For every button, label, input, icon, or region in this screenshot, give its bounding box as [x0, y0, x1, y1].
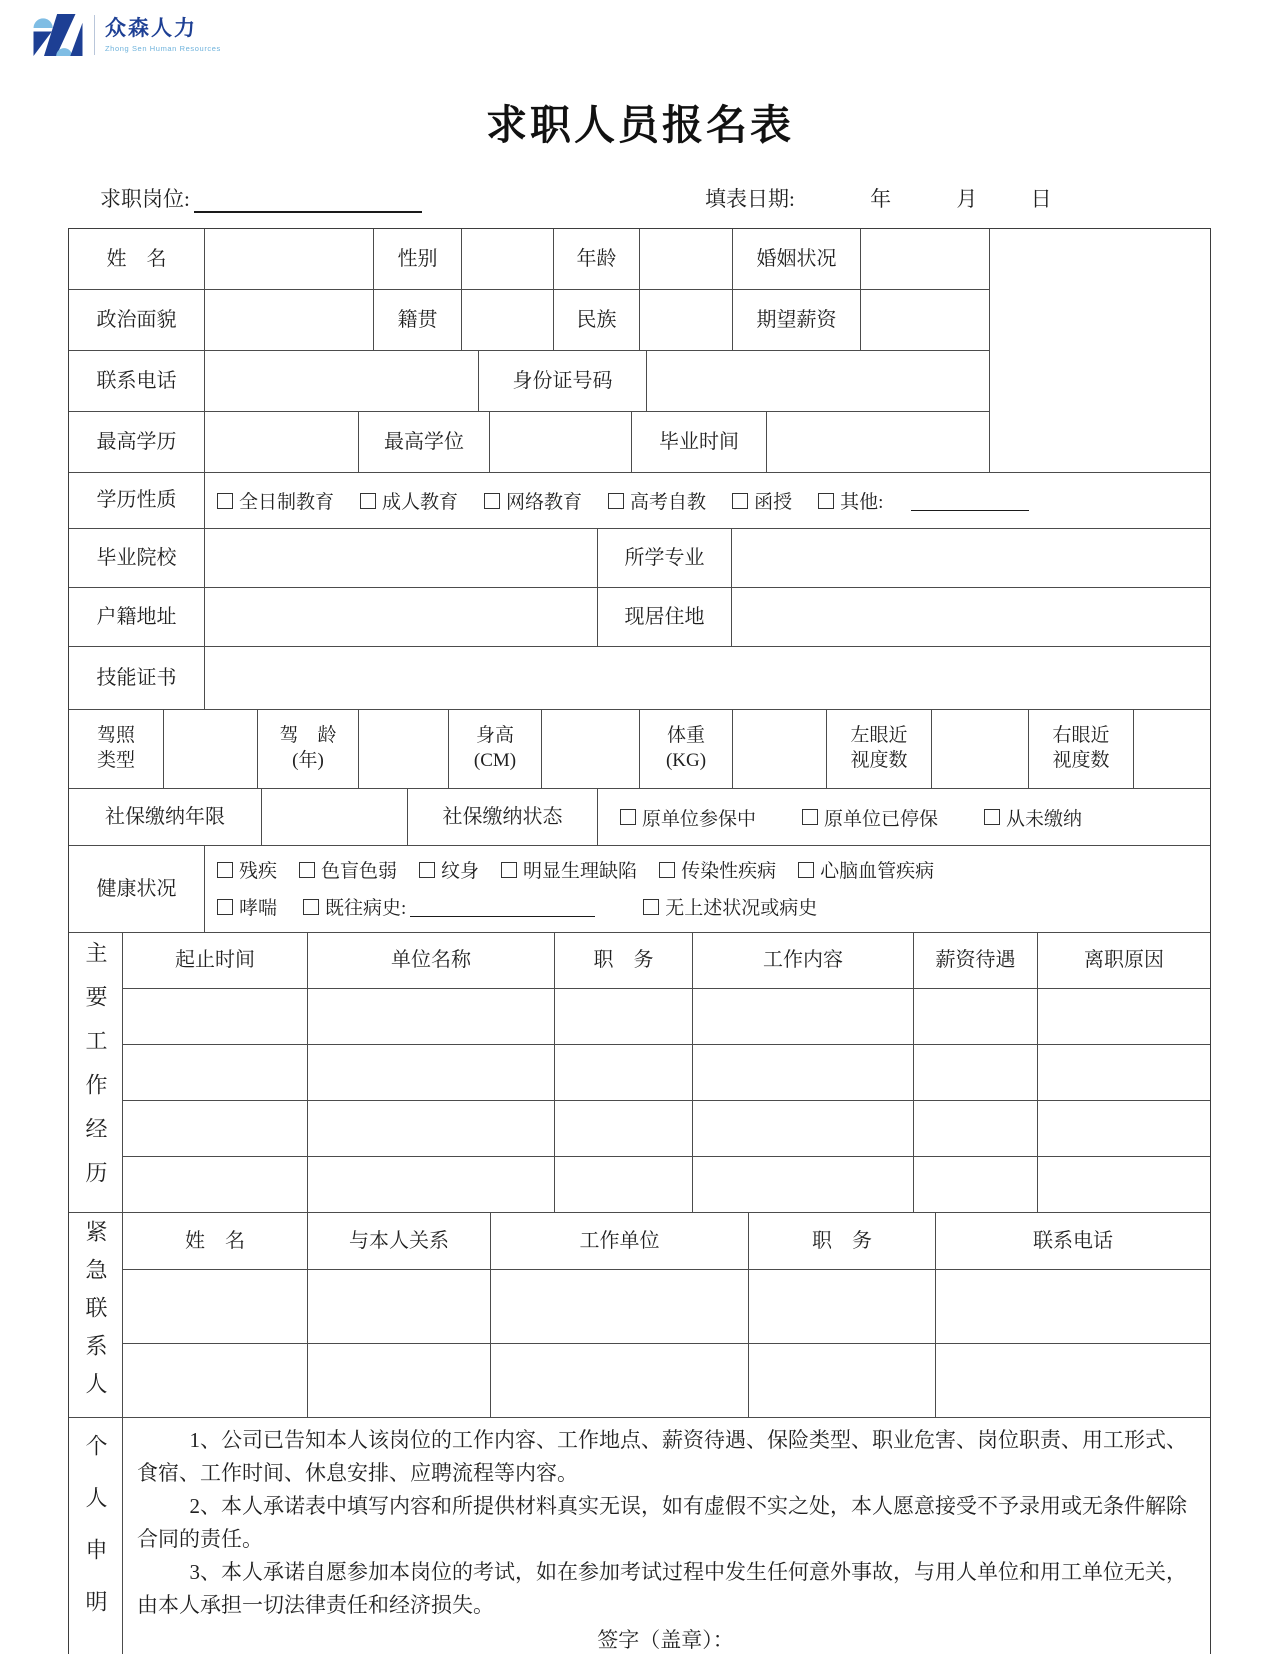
right-eye-label — [1028, 710, 1133, 788]
health-option-history[interactable] — [303, 893, 406, 920]
highest-education-label: 最高学历 — [96, 430, 177, 453]
edu-option-selfstudy[interactable] — [608, 487, 706, 514]
social-security-row — [69, 789, 1210, 846]
position-label: 求职岗位: — [100, 187, 190, 211]
native-place-input[interactable] — [461, 290, 553, 350]
edu-option-correspondence[interactable] — [732, 487, 792, 514]
school-row — [69, 529, 1210, 588]
skills-input[interactable] — [204, 647, 1210, 709]
health-option-label: 无上述状况或病史 — [665, 898, 818, 919]
hukou-address-input[interactable] — [204, 588, 597, 646]
checkbox-icon — [802, 809, 818, 825]
label-line: 体重 — [666, 725, 705, 747]
health-option-label: 明显生理缺陷 — [523, 861, 638, 882]
checkbox-icon — [217, 862, 233, 878]
health-option-cardio[interactable] — [798, 856, 934, 883]
form-meta-row — [68, 183, 1209, 217]
edu-option-label: 函授 — [754, 492, 793, 513]
left-eye-input[interactable] — [931, 710, 1028, 788]
health-option-label: 传染性疾病 — [681, 861, 777, 882]
label-line: (CM) — [473, 750, 517, 771]
political-status-input[interactable] — [204, 290, 373, 350]
label-line: (KG) — [665, 750, 707, 771]
graduation-time-input[interactable] — [766, 412, 989, 472]
health-label: 健康状况 — [96, 877, 177, 900]
ethnicity-label: 民族 — [553, 290, 639, 350]
work-header-row — [123, 933, 1210, 989]
health-option-defect[interactable] — [501, 856, 637, 883]
declaration-item-1: 1、公司已告知本人该岗位的工作内容、工作地点、薪资待遇、保险类型、职业危害、岗位职责、用工形式、食宿、工作时间、休息安排、应聘流程等内容。 — [137, 1428, 1187, 1485]
work-cell[interactable] — [913, 989, 1037, 1044]
physical-row — [69, 710, 1210, 789]
right-eye-input[interactable] — [1133, 710, 1210, 788]
social-years-label: 社保缴纳年限 — [105, 805, 225, 828]
basic-info-section — [69, 229, 1210, 473]
health-option-label: 哮喘 — [239, 898, 278, 919]
work-cell[interactable] — [123, 989, 307, 1044]
checkbox-icon — [217, 493, 233, 509]
checkbox-icon — [360, 493, 376, 509]
native-place-label: 籍贯 — [373, 290, 461, 350]
highest-degree-label: 最高学位 — [358, 412, 489, 472]
date-month-label: 月 — [956, 187, 978, 211]
photo-area[interactable] — [989, 229, 1210, 472]
checkbox-icon — [484, 493, 500, 509]
checkbox-icon — [732, 493, 748, 509]
checkbox-icon — [818, 493, 834, 509]
emergency-cell[interactable] — [490, 1270, 748, 1343]
edu-option-fulltime[interactable] — [217, 487, 334, 514]
work-cell[interactable] — [692, 989, 913, 1044]
health-option-infectious[interactable] — [659, 856, 776, 883]
work-cell[interactable] — [554, 1101, 692, 1156]
work-row — [123, 1045, 1210, 1101]
work-experience-label: 主要工作经历 — [83, 940, 108, 1205]
work-cell[interactable] — [1037, 1101, 1210, 1156]
highest-degree-input[interactable] — [489, 412, 631, 472]
health-line-1 — [217, 851, 1210, 888]
marital-status-input[interactable] — [860, 229, 989, 289]
emergency-cell[interactable] — [123, 1270, 307, 1343]
work-row — [123, 989, 1210, 1045]
company-logo — [30, 10, 221, 60]
work-cell[interactable] — [1037, 1157, 1210, 1212]
edu-other-input[interactable] — [911, 490, 1029, 511]
label-line: (年) — [292, 750, 324, 771]
license-type-label — [69, 710, 163, 788]
address-row — [69, 588, 1210, 647]
age-input[interactable] — [639, 229, 732, 289]
logo-mark-icon — [30, 10, 86, 60]
social-years-input[interactable] — [261, 789, 407, 845]
social-option-stopped[interactable] — [802, 804, 938, 831]
health-option-label: 色盲色弱 — [321, 861, 398, 882]
emergency-cell[interactable] — [307, 1344, 490, 1417]
health-option-asthma[interactable] — [217, 893, 277, 920]
checkbox-icon — [501, 862, 517, 878]
id-number-input[interactable] — [646, 351, 989, 411]
work-cell[interactable] — [692, 1157, 913, 1212]
health-options — [204, 846, 1210, 932]
label-line: 身高 — [475, 725, 514, 747]
work-cell[interactable] — [307, 1101, 554, 1156]
emergency-header-row — [123, 1213, 1210, 1270]
expected-salary-label: 期望薪资 — [732, 290, 860, 350]
checkbox-icon — [643, 899, 659, 915]
health-line-2 — [217, 888, 1210, 925]
social-option-label: 原单位参保中 — [642, 808, 757, 830]
name-input[interactable] — [204, 229, 373, 289]
work-row — [123, 1157, 1210, 1212]
emergency-cell[interactable] — [123, 1344, 307, 1417]
logo-tagline-text: Zhong Sen Human Resources — [105, 43, 221, 53]
date-day-label: 日 — [1030, 187, 1052, 211]
work-cell[interactable] — [692, 1045, 913, 1100]
residence-input[interactable] — [731, 588, 1210, 646]
position-input[interactable] — [194, 191, 422, 213]
health-option-label: 心脑血管疾病 — [820, 861, 935, 882]
height-input[interactable] — [541, 710, 639, 788]
work-cell[interactable] — [1037, 989, 1210, 1044]
edu-option-label: 其他: — [840, 492, 884, 513]
emergency-cell[interactable] — [490, 1344, 748, 1417]
work-cell[interactable] — [554, 989, 692, 1044]
edu-option-label: 全日制教育 — [239, 492, 335, 513]
work-cell[interactable] — [913, 1157, 1037, 1212]
id-number-label: 身份证号码 — [478, 351, 646, 411]
emergency-row — [123, 1270, 1210, 1344]
emergency-cell[interactable] — [307, 1270, 490, 1343]
edu-option-other[interactable] — [818, 487, 883, 514]
major-label: 所学专业 — [597, 529, 731, 587]
checkbox-icon — [299, 862, 315, 878]
gender-label: 性别 — [373, 229, 461, 289]
health-history-input[interactable] — [410, 896, 595, 917]
edu-option-adult[interactable] — [360, 487, 458, 514]
marital-status-label: 婚姻状况 — [732, 229, 860, 289]
form-table — [68, 228, 1211, 1654]
checkbox-icon — [608, 493, 624, 509]
edu-option-label: 网络教育 — [506, 492, 583, 513]
basic-row-2 — [69, 290, 989, 351]
edu-option-label: 高考自教 — [630, 492, 707, 513]
phone-input[interactable] — [204, 351, 478, 411]
education-nature-row — [69, 473, 1210, 529]
emergency-header-position: 职 务 — [748, 1213, 935, 1269]
skills-row — [69, 647, 1210, 710]
work-cell[interactable] — [307, 989, 554, 1044]
emergency-cell[interactable] — [935, 1270, 1210, 1343]
school-input[interactable] — [204, 529, 597, 587]
work-cell[interactable] — [692, 1101, 913, 1156]
checkbox-icon — [303, 899, 319, 915]
emergency-cell[interactable] — [748, 1270, 935, 1343]
health-option-label: 纹身 — [441, 861, 480, 882]
work-cell[interactable] — [123, 1101, 307, 1156]
label-line: 视度数 — [1052, 750, 1110, 771]
declaration-label: 个人申明 — [83, 1433, 108, 1642]
checkbox-icon — [659, 862, 675, 878]
hukou-address-label: 户籍地址 — [96, 605, 177, 628]
label-line: 类型 — [96, 750, 135, 771]
health-option-none[interactable] — [643, 893, 817, 920]
license-type-input[interactable] — [163, 710, 257, 788]
height-label — [448, 710, 541, 788]
work-header-period: 起止时间 — [175, 949, 255, 971]
logo-brand-text: 众森人力 — [105, 17, 197, 41]
work-header-company: 单位名称 — [307, 933, 554, 988]
work-cell[interactable] — [554, 1157, 692, 1212]
basic-info-rows — [69, 229, 989, 472]
weight-label — [639, 710, 732, 788]
basic-row-3 — [69, 351, 989, 412]
social-status-options — [597, 789, 1210, 845]
emergency-row — [123, 1344, 1210, 1417]
declaration-item-3: 3、本人承诺自愿参加本岗位的考试，如在参加考试过程中发生任何意外事故，与用人单位和用工单位无关，由本人承担一切法律责任和经济损失。 — [137, 1560, 1187, 1617]
work-cell[interactable] — [554, 1045, 692, 1100]
residence-label: 现居住地 — [597, 588, 731, 646]
position-group — [100, 183, 422, 213]
left-eye-label — [826, 710, 931, 788]
emergency-contact-table — [122, 1213, 1210, 1417]
emergency-header-name: 姓 名 — [185, 1229, 245, 1252]
work-cell[interactable] — [913, 1045, 1037, 1100]
work-cell[interactable] — [123, 1045, 307, 1100]
checkbox-icon — [620, 809, 636, 825]
name-label: 姓 名 — [106, 247, 167, 270]
ethnicity-input[interactable] — [639, 290, 732, 350]
work-header-reason: 离职原因 — [1037, 933, 1210, 988]
label-line: 驾照 — [96, 725, 135, 747]
work-cell[interactable] — [123, 1157, 307, 1212]
emergency-contact-section — [69, 1213, 1210, 1418]
education-nature-options — [204, 473, 1210, 528]
declaration-section — [69, 1418, 1210, 1654]
declaration-item-2: 2、本人承诺表中填写内容和所提供材料真实无误，如有虚假不实之处，本人愿意接受不予录用或无条件解除合同的责任。 — [137, 1494, 1187, 1551]
checkbox-icon — [798, 862, 814, 878]
social-option-active[interactable] — [620, 804, 756, 831]
page-title: 求职人员报名表 — [486, 102, 794, 148]
date-label: 填表日期: — [705, 187, 795, 211]
health-option-colorblind[interactable] — [299, 856, 397, 883]
label-line: 驾 龄 — [279, 725, 337, 747]
work-cell[interactable] — [307, 1045, 554, 1100]
work-experience-table — [122, 933, 1210, 1212]
work-cell[interactable] — [1037, 1045, 1210, 1100]
expected-salary-input[interactable] — [860, 290, 989, 350]
work-header-salary: 薪资待遇 — [913, 933, 1037, 988]
label-line: 左眼近 — [850, 725, 908, 747]
date-year-label: 年 — [870, 187, 892, 211]
signature-label: 签字（盖章）： — [597, 1628, 734, 1652]
emergency-header-relation: 与本人关系 — [307, 1213, 490, 1269]
work-experience-section — [69, 933, 1210, 1213]
basic-row-1 — [69, 229, 989, 290]
edu-option-online[interactable] — [484, 487, 582, 514]
gender-input[interactable] — [461, 229, 553, 289]
emergency-cell[interactable] — [748, 1344, 935, 1417]
emergency-header-phone: 联系电话 — [935, 1213, 1210, 1269]
checkbox-icon — [419, 862, 435, 878]
checkbox-icon — [217, 899, 233, 915]
age-label: 年龄 — [553, 229, 639, 289]
health-option-disability[interactable] — [217, 856, 277, 883]
logo-divider — [94, 15, 95, 55]
label-line: 视度数 — [850, 750, 908, 771]
health-option-label: 既往病史: — [325, 898, 407, 919]
work-header-position: 职 务 — [554, 933, 692, 988]
skills-label: 技能证书 — [96, 666, 177, 689]
social-option-label: 从未缴纳 — [1006, 808, 1083, 830]
health-row — [69, 846, 1210, 933]
declaration-content — [122, 1418, 1210, 1654]
logo-text — [105, 17, 221, 52]
major-input[interactable] — [731, 529, 1210, 587]
health-option-tattoo[interactable] — [419, 856, 479, 883]
highest-education-input[interactable] — [204, 412, 358, 472]
edu-option-label: 成人教育 — [382, 492, 459, 513]
social-option-label: 原单位已停保 — [824, 808, 939, 830]
political-status-label: 政治面貌 — [96, 308, 177, 331]
social-status-label: 社保缴纳状态 — [407, 789, 597, 845]
education-nature-label: 学历性质 — [96, 489, 177, 511]
driving-years-label — [257, 710, 358, 788]
school-label: 毕业院校 — [96, 546, 177, 569]
emergency-header-employer: 工作单位 — [490, 1213, 748, 1269]
work-row — [123, 1101, 1210, 1157]
driving-years-input[interactable] — [358, 710, 448, 788]
graduation-time-label: 毕业时间 — [631, 412, 766, 472]
emergency-contact-label: 紧急联系人 — [83, 1220, 108, 1410]
basic-row-4 — [69, 412, 989, 472]
weight-input[interactable] — [732, 710, 826, 788]
emergency-cell[interactable] — [935, 1344, 1210, 1417]
work-cell[interactable] — [307, 1157, 554, 1212]
phone-label: 联系电话 — [96, 369, 177, 392]
date-group — [705, 183, 1052, 213]
health-option-label: 残疾 — [239, 861, 278, 882]
label-line: 右眼近 — [1052, 725, 1110, 747]
social-option-never[interactable] — [984, 804, 1082, 831]
signature-line[interactable] — [137, 1624, 1194, 1654]
work-header-content: 工作内容 — [692, 933, 913, 988]
work-cell[interactable] — [913, 1101, 1037, 1156]
checkbox-icon — [984, 809, 1000, 825]
